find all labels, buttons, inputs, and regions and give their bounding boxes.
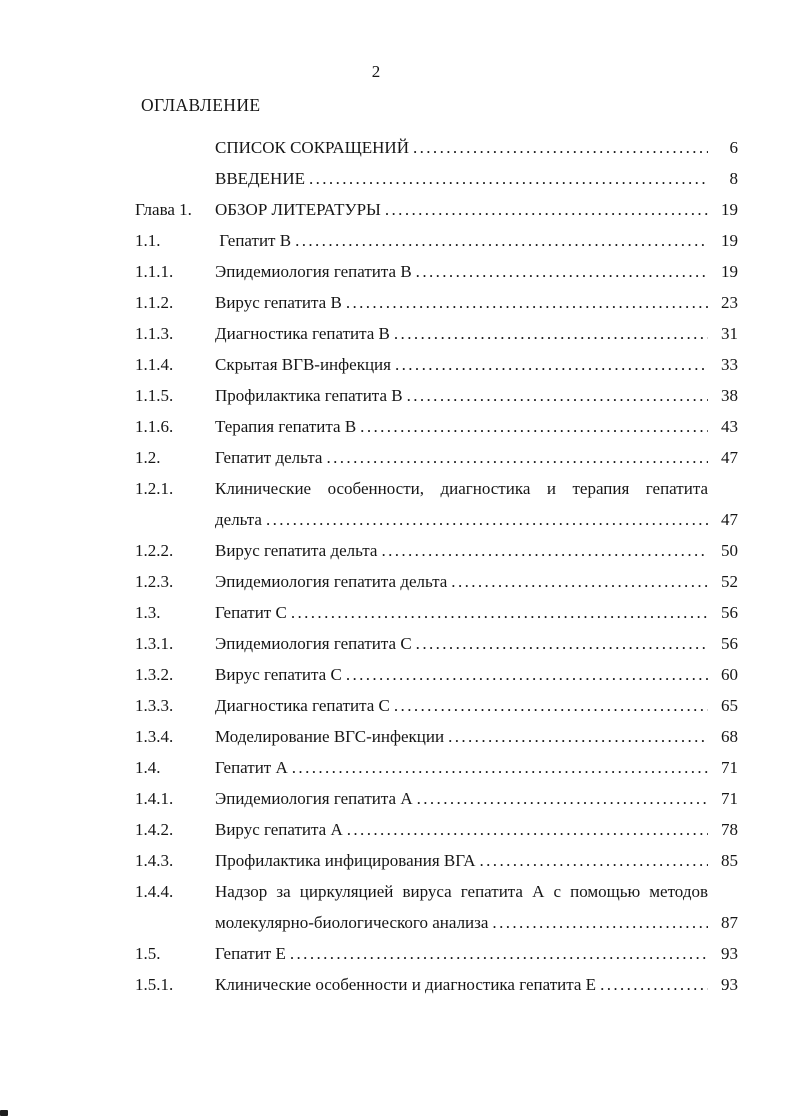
- toc-entry-number: 1.4.3.: [135, 851, 174, 870]
- toc-entry-number: 1.2.1.: [135, 479, 174, 498]
- toc-entry-page: 6: [729, 138, 738, 157]
- toc-entry-page: 87: [721, 913, 738, 932]
- dotted-leader: [448, 721, 708, 752]
- toc-entry-title: Скрытая ВГВ-инфекция: [215, 355, 391, 374]
- toc-entry-title: Эпидемиология гепатита дельта: [215, 572, 448, 591]
- toc-entry-title: Гепатит дельта: [215, 448, 323, 467]
- toc-entry-page: 31: [721, 324, 738, 343]
- toc-entry-number: Глава 1.: [135, 200, 192, 219]
- toc-entry-mid: [215, 721, 708, 752]
- toc-entry-mid: [215, 318, 708, 349]
- dotted-leader: [492, 907, 708, 938]
- toc-entry: [135, 969, 738, 1000]
- dotted-leader: [346, 659, 708, 690]
- toc-entry-title: Клинические особенности и диагностика гепатита Е: [215, 975, 597, 994]
- toc-entry-page: 71: [721, 789, 738, 808]
- toc-entry: [135, 752, 738, 783]
- toc-entry: [135, 442, 738, 473]
- toc-entry: [135, 690, 738, 721]
- toc-entry-page: 19: [721, 231, 738, 250]
- toc-entry-number: 1.3.4.: [135, 727, 174, 746]
- toc-entry: [135, 876, 738, 938]
- dotted-leader: [360, 411, 708, 442]
- dotted-leader: [291, 597, 708, 628]
- toc-heading: ОГЛАВЛЕНИЕ: [141, 95, 261, 115]
- toc-entry-page: 8: [729, 169, 738, 188]
- toc-entry: [135, 783, 738, 814]
- toc-entry-page: 68: [721, 727, 738, 746]
- dotted-leader: [295, 225, 708, 256]
- toc-entry-number: 1.3.1.: [135, 634, 174, 653]
- toc-entry-mid: [215, 938, 708, 969]
- toc-entry-page: 19: [721, 200, 738, 219]
- toc-entry-mid: [215, 535, 708, 566]
- toc-entry-title: Моделирование ВГС-инфекции: [215, 727, 445, 746]
- toc-entry-number: 1.3.3.: [135, 696, 174, 715]
- toc-entry-page: 33: [721, 355, 738, 374]
- dotted-leader: [292, 752, 708, 783]
- toc-entry-page: 60: [721, 665, 738, 684]
- toc-entry-title: Эпидемиология гепатита В: [215, 262, 412, 281]
- toc-entry-title: Профилактика гепатита В: [215, 386, 403, 405]
- toc-entry: [135, 721, 738, 752]
- toc-entry-title: Вирус гепатита А: [215, 820, 343, 839]
- dotted-leader: [600, 969, 708, 1000]
- toc-list: [135, 132, 738, 1000]
- toc-entry-title: Вирус гепатита С: [215, 665, 342, 684]
- toc-entry: [135, 473, 738, 535]
- scan-artifact-speck: [0, 1110, 8, 1116]
- toc-entry-page: 78: [721, 820, 738, 839]
- toc-entry-title: Эпидемиология гепатита А: [215, 789, 413, 808]
- toc-entry-mid: [215, 597, 708, 628]
- toc-entry-number: 1.5.1.: [135, 975, 174, 994]
- toc-entry-mid: [215, 132, 708, 163]
- dotted-leader: [346, 287, 708, 318]
- toc-entry: [135, 287, 738, 318]
- dotted-leader: [416, 256, 708, 287]
- toc-entry-title-line1: Надзор за циркуляцией вируса гепатита А с помощью методов: [215, 882, 708, 901]
- dotted-leader: [407, 380, 708, 411]
- dotted-leader: [480, 845, 709, 876]
- toc-entry-page: 65: [721, 696, 738, 715]
- toc-entry: [135, 659, 738, 690]
- toc-entry-title: Гепатит Е: [215, 944, 286, 963]
- toc-entry-number: 1.4.1.: [135, 789, 174, 808]
- toc-entry-number: 1.1.3.: [135, 324, 174, 343]
- toc-entry-page: 47: [721, 510, 738, 529]
- toc-entry-title: Диагностика гепатита С: [215, 696, 390, 715]
- toc-entry-number: 1.4.4.: [135, 882, 174, 901]
- toc-entry-page: 56: [721, 634, 738, 653]
- toc-entry-number: 1.2.: [135, 448, 161, 467]
- toc-entry-title-line2: молекулярно-биологического анализа: [215, 913, 489, 932]
- toc-entry-title: Гепатит С: [215, 603, 287, 622]
- toc-entry-number: 1.2.3.: [135, 572, 174, 591]
- toc-entry-title: Гепатит В: [215, 231, 292, 250]
- toc-entry-mid: [215, 566, 708, 597]
- toc-entry-number: 1.1.: [135, 231, 161, 250]
- toc-entry-number: 1.1.4.: [135, 355, 174, 374]
- toc-entry: [135, 194, 738, 225]
- toc-entry-title-line2-wrap: [215, 504, 708, 535]
- toc-entry-title: Терапия гепатита В: [215, 417, 357, 436]
- toc-entry-mid: [215, 194, 708, 225]
- dotted-leader: [309, 163, 708, 194]
- dotted-leader: [394, 690, 708, 721]
- dotted-leader: [266, 504, 708, 535]
- toc-entry-mid: [215, 380, 708, 411]
- dotted-leader: [413, 132, 708, 163]
- toc-entry-page: 93: [721, 944, 738, 963]
- toc-entry-page: 43: [721, 417, 738, 436]
- dotted-leader: [385, 194, 708, 225]
- toc-entry-mid: [215, 442, 708, 473]
- dotted-leader: [417, 783, 708, 814]
- toc-entry-number: 1.4.2.: [135, 820, 174, 839]
- dotted-leader: [326, 442, 708, 473]
- toc-entry: [135, 163, 738, 194]
- toc-entry: [135, 411, 738, 442]
- toc-entry-page: 56: [721, 603, 738, 622]
- toc-entry: [135, 597, 738, 628]
- toc-entry-number: 1.3.2.: [135, 665, 174, 684]
- toc-entry: [135, 349, 738, 380]
- toc-entry-mid: [215, 752, 708, 783]
- toc-entry-page: 23: [721, 293, 738, 312]
- dotted-leader: [347, 814, 708, 845]
- toc-entry-mid: [215, 628, 708, 659]
- toc-entry-number: 1.1.5.: [135, 386, 174, 405]
- toc-entry-title: ВВЕДЕНИЕ: [215, 169, 305, 188]
- toc-entry-mid: [215, 225, 708, 256]
- toc-entry-mid: [215, 814, 708, 845]
- toc-entry-title: Вирус гепатита дельта: [215, 541, 378, 560]
- toc-entry-mid: [215, 969, 708, 1000]
- toc-entry-mid: [215, 163, 708, 194]
- toc-entry-number: 1.2.2.: [135, 541, 174, 560]
- toc-entry-page: 93: [721, 975, 738, 994]
- toc-entry: [135, 256, 738, 287]
- toc-entry-page: 38: [721, 386, 738, 405]
- toc-entry-page: 71: [721, 758, 738, 777]
- toc-entry-mid: [215, 256, 708, 287]
- toc-entry: [135, 566, 738, 597]
- toc-entry-page: 50: [721, 541, 738, 560]
- toc-entry: [135, 132, 738, 163]
- toc-entry-title: Вирус гепатита В: [215, 293, 342, 312]
- dotted-leader: [451, 566, 708, 597]
- toc-entry: [135, 380, 738, 411]
- toc-entry-number: 1.3.: [135, 603, 161, 622]
- toc-entry-title: Профилактика инфицирования ВГА: [215, 851, 476, 870]
- toc-entry-mid: [215, 349, 708, 380]
- toc-entry-title-line2-wrap: [215, 907, 708, 938]
- toc-entry-mid: [215, 783, 708, 814]
- toc-entry-mid: [215, 876, 708, 938]
- toc-entry-number: 1.4.: [135, 758, 161, 777]
- toc-entry: [135, 814, 738, 845]
- toc-entry-page: 52: [721, 572, 738, 591]
- toc-entry-number: 1.1.1.: [135, 262, 174, 281]
- toc-entry-page: 47: [721, 448, 738, 467]
- toc-entry-number: [135, 132, 215, 163]
- toc-entry-page: 85: [721, 851, 738, 870]
- toc-entry-title: СПИСОК СОКРАЩЕНИЙ: [215, 138, 409, 157]
- dotted-leader: [416, 628, 708, 659]
- toc-entry: [135, 938, 738, 969]
- page-number: 2: [371, 62, 381, 81]
- toc-entry-number: [135, 163, 215, 194]
- toc-entry: [135, 535, 738, 566]
- toc-entry-title-line1: Клинические особенности, диагностика и терапия гепатита: [215, 479, 708, 498]
- dotted-leader: [381, 535, 708, 566]
- toc-entry-title: Гепатит А: [215, 758, 288, 777]
- toc-entry-mid: [215, 845, 708, 876]
- toc-entry: [135, 628, 738, 659]
- dotted-leader: [395, 349, 708, 380]
- toc-entry: [135, 845, 738, 876]
- toc-entry-mid: [215, 287, 708, 318]
- dotted-leader: [394, 318, 708, 349]
- toc-entry: [135, 318, 738, 349]
- toc-entry-number: 1.1.2.: [135, 293, 174, 312]
- toc-entry-mid: [215, 473, 708, 535]
- toc-entry-title: ОБЗОР ЛИТЕРАТУРЫ: [215, 200, 381, 219]
- toc-entry-number: 1.5.: [135, 944, 161, 963]
- toc-entry-mid: [215, 411, 708, 442]
- toc-entry-title: Эпидемиология гепатита С: [215, 634, 412, 653]
- toc-entry-mid: [215, 659, 708, 690]
- toc-entry-page: 19: [721, 262, 738, 281]
- dotted-leader: [290, 938, 708, 969]
- toc-entry-mid: [215, 690, 708, 721]
- toc-entry-title-line2: дельта: [215, 510, 262, 529]
- toc-entry-number: 1.1.6.: [135, 417, 174, 436]
- toc-entry-title: Диагностика гепатита В: [215, 324, 390, 343]
- toc-entry: [135, 225, 738, 256]
